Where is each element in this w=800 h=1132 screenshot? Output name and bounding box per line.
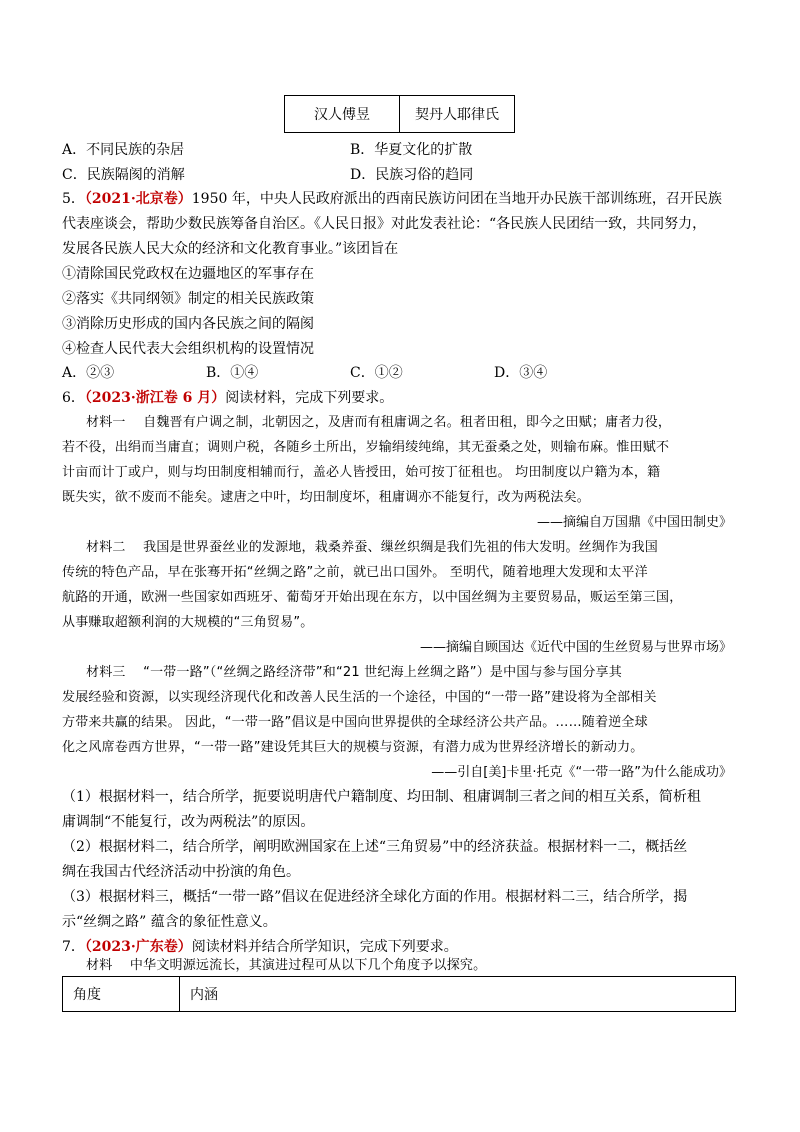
q6-subquestion-1-line-2: 庸调制“不能复行，改为两税法”的原因。 (62, 814, 315, 830)
q4-table-cell-2: 契丹人耶律氏 (400, 96, 515, 133)
q5-item-3: ③消除历史形成的国内各民族之间的隔阂 (62, 316, 314, 332)
q6-material-1-line-1: 材料一 自魏晋有户调之制，北朝因之，及唐而有租庸调之名。租者田租，即今之田赋；庸者力役， (86, 415, 672, 430)
q4-option-c: C．民族隔阂的消解 (62, 167, 185, 183)
q6-source-tag: （2023·浙江卷 6 月） (84, 390, 226, 406)
q5-option-d: D．③④ (494, 365, 548, 381)
q5-item-1: ①清除国民党政权在边疆地区的军事存在 (62, 266, 314, 282)
q6-subquestion-2-line-1: （2）根据材料二，结合所学，阐明欧洲国家在上述“三角贸易”中的经济获益。根据材料一二，概括丝 (62, 839, 688, 855)
q6-material-2-line-4: 从事赚取超额利润的大规模的“三角贸易”。 (62, 615, 314, 630)
q7-table-header-angle: 角度 (63, 977, 180, 1012)
q7-table (62, 976, 736, 1012)
q6-material-2-line-1: 材料二 我国是世界蚕丝业的发源地，栽桑养蚕、缫丝织绸是我们先祖的伟大发明。丝绸作为我国 (86, 540, 658, 555)
q6-material-3-source: ——引自[美]卡里·托克《“一带一路”为什么能成功》 (431, 765, 732, 780)
q6-material-3-line-4: 化之风席卷西方世界，“一带一路”建设凭其巨大的规模与资源，有潜力成为世界经济增长的新动力。 (62, 740, 644, 755)
q5-item-4: ④检查人民代表大会组织机构的设置情况 (62, 341, 314, 357)
q4-option-b: B．华夏文化的扩散 (350, 142, 473, 158)
q7-intro: 阅读材料并结合所学知识，完成下列要求。 (191, 939, 458, 955)
q4-option-d: D．民族习俗的趋同 (350, 167, 474, 183)
q5-option-b: B．①④ (206, 365, 259, 381)
q7-table-header-meaning: 内涵 (180, 977, 736, 1012)
q5-option-a: A．②③ (62, 365, 115, 381)
q4-table (284, 95, 515, 133)
q6-material-2-line-3: 航路的开通，欧洲一些国家如西班牙、葡萄牙开始出现在东方，以中国丝绸为主要贸易品，贩运至第三国， (62, 590, 683, 605)
q6-material-2-line-2: 传统的特色产品，早在张骞开拓“丝绸之路”之前，就已出口国外。 至明代，随着地理大发现和太平洋 (62, 565, 648, 580)
q5-stem-text-1: 1950 年，中央人民政府派出的西南民族访问团在当地开办民族干部训练班，召开民族 (191, 191, 722, 207)
q6-number: 6． (62, 390, 85, 406)
q5-item-2: ②落实《共同纲领》制定的相关民族政策 (62, 291, 314, 307)
q6-material-1-line-2: 若不役，出绢而当庸直；调则户税，各随乡土所出，岁输绢绫纯绵，其无蚕桑之处，则输布麻。惟田赋不 (62, 440, 670, 455)
q6-material-1-line-3: 计亩而计丁或户，则与均田制度相辅而行，盖必人皆授田，始可按丁征租也。 均田制度以户籍为本，籍 (62, 465, 661, 480)
q6-material-3-line-1: 材料三 “一带一路”（“丝绸之路经济带”和“21 世纪海上丝绸之路”）是中国与参与国分享其 (86, 665, 622, 680)
q7-number: 7． (62, 939, 85, 955)
q4-table-cell-1: 汉人傅昱 (285, 96, 400, 133)
q6-material-3-line-2: 发展经验和资源，以实现经济现代化和改善人民生活的一个途径，中国的“一带一路”建设将为全部相关 (62, 690, 657, 705)
q6-subquestion-1-line-1: （1）根据材料一，结合所学，扼要说明唐代户籍制度、均田制、租庸调制三者之间的相互关系，简析租 (62, 789, 701, 805)
q6-subquestion-3-line-2: 示“丝绸之路” 蕴含的象征性意义。 (62, 914, 277, 930)
q4-option-a: A．不同民族的杂居 (62, 142, 185, 158)
q5-stem-line-1 (62, 190, 722, 208)
q6-material-1-source: ——摘编自万国鼎《中国田制史》 (536, 515, 732, 530)
q6-subquestion-3-line-1: （3）根据材料三，概括“一带一路”倡议在促进经济全球化方面的作用。根据材料二三，结合所学，揭 (62, 889, 688, 905)
q6-intro: 阅读材料，完成下列要求。 (225, 390, 394, 406)
q5-option-c: C．①② (350, 365, 403, 381)
q7-material: 材料 中华文明源远流长，其演进过程可从以下几个角度予以探究。 (86, 958, 487, 973)
q6-material-1-line-4: 既失实，欲不废而不能矣。逮唐之中叶，均田制度坏，租庸调亦不能复行，改为两税法矣。 (62, 490, 591, 505)
q6-material-3-line-3: 方带来共赢的结果。 因此，“一带一路”倡议是中国向世界提供的全球经济公共产品。……随着逆全球 (62, 715, 648, 730)
q5-stem-line-3: 发展各民族人民大众的经济和文化教育事业。”该团旨在 (62, 241, 399, 257)
q5-stem-line-2: 代表座谈会，帮助少数民族筹备自治区。《人民日报》对此发表社论：“各民族人民团结一致，共同努力， (62, 216, 707, 232)
q6-subquestion-2-line-2: 绸在我国古代经济活动中扮演的角色。 (62, 864, 300, 880)
q5-source-tag: （2021·北京卷） (84, 191, 192, 207)
q6-header (62, 389, 393, 407)
q5-number: 5． (62, 191, 85, 207)
q7-source-tag: （2023·广东卷） (84, 939, 192, 955)
q6-material-2-source: ——摘编自顾国达《近代中国的生丝贸易与世界市场》 (419, 640, 732, 655)
q7-header (62, 938, 458, 956)
